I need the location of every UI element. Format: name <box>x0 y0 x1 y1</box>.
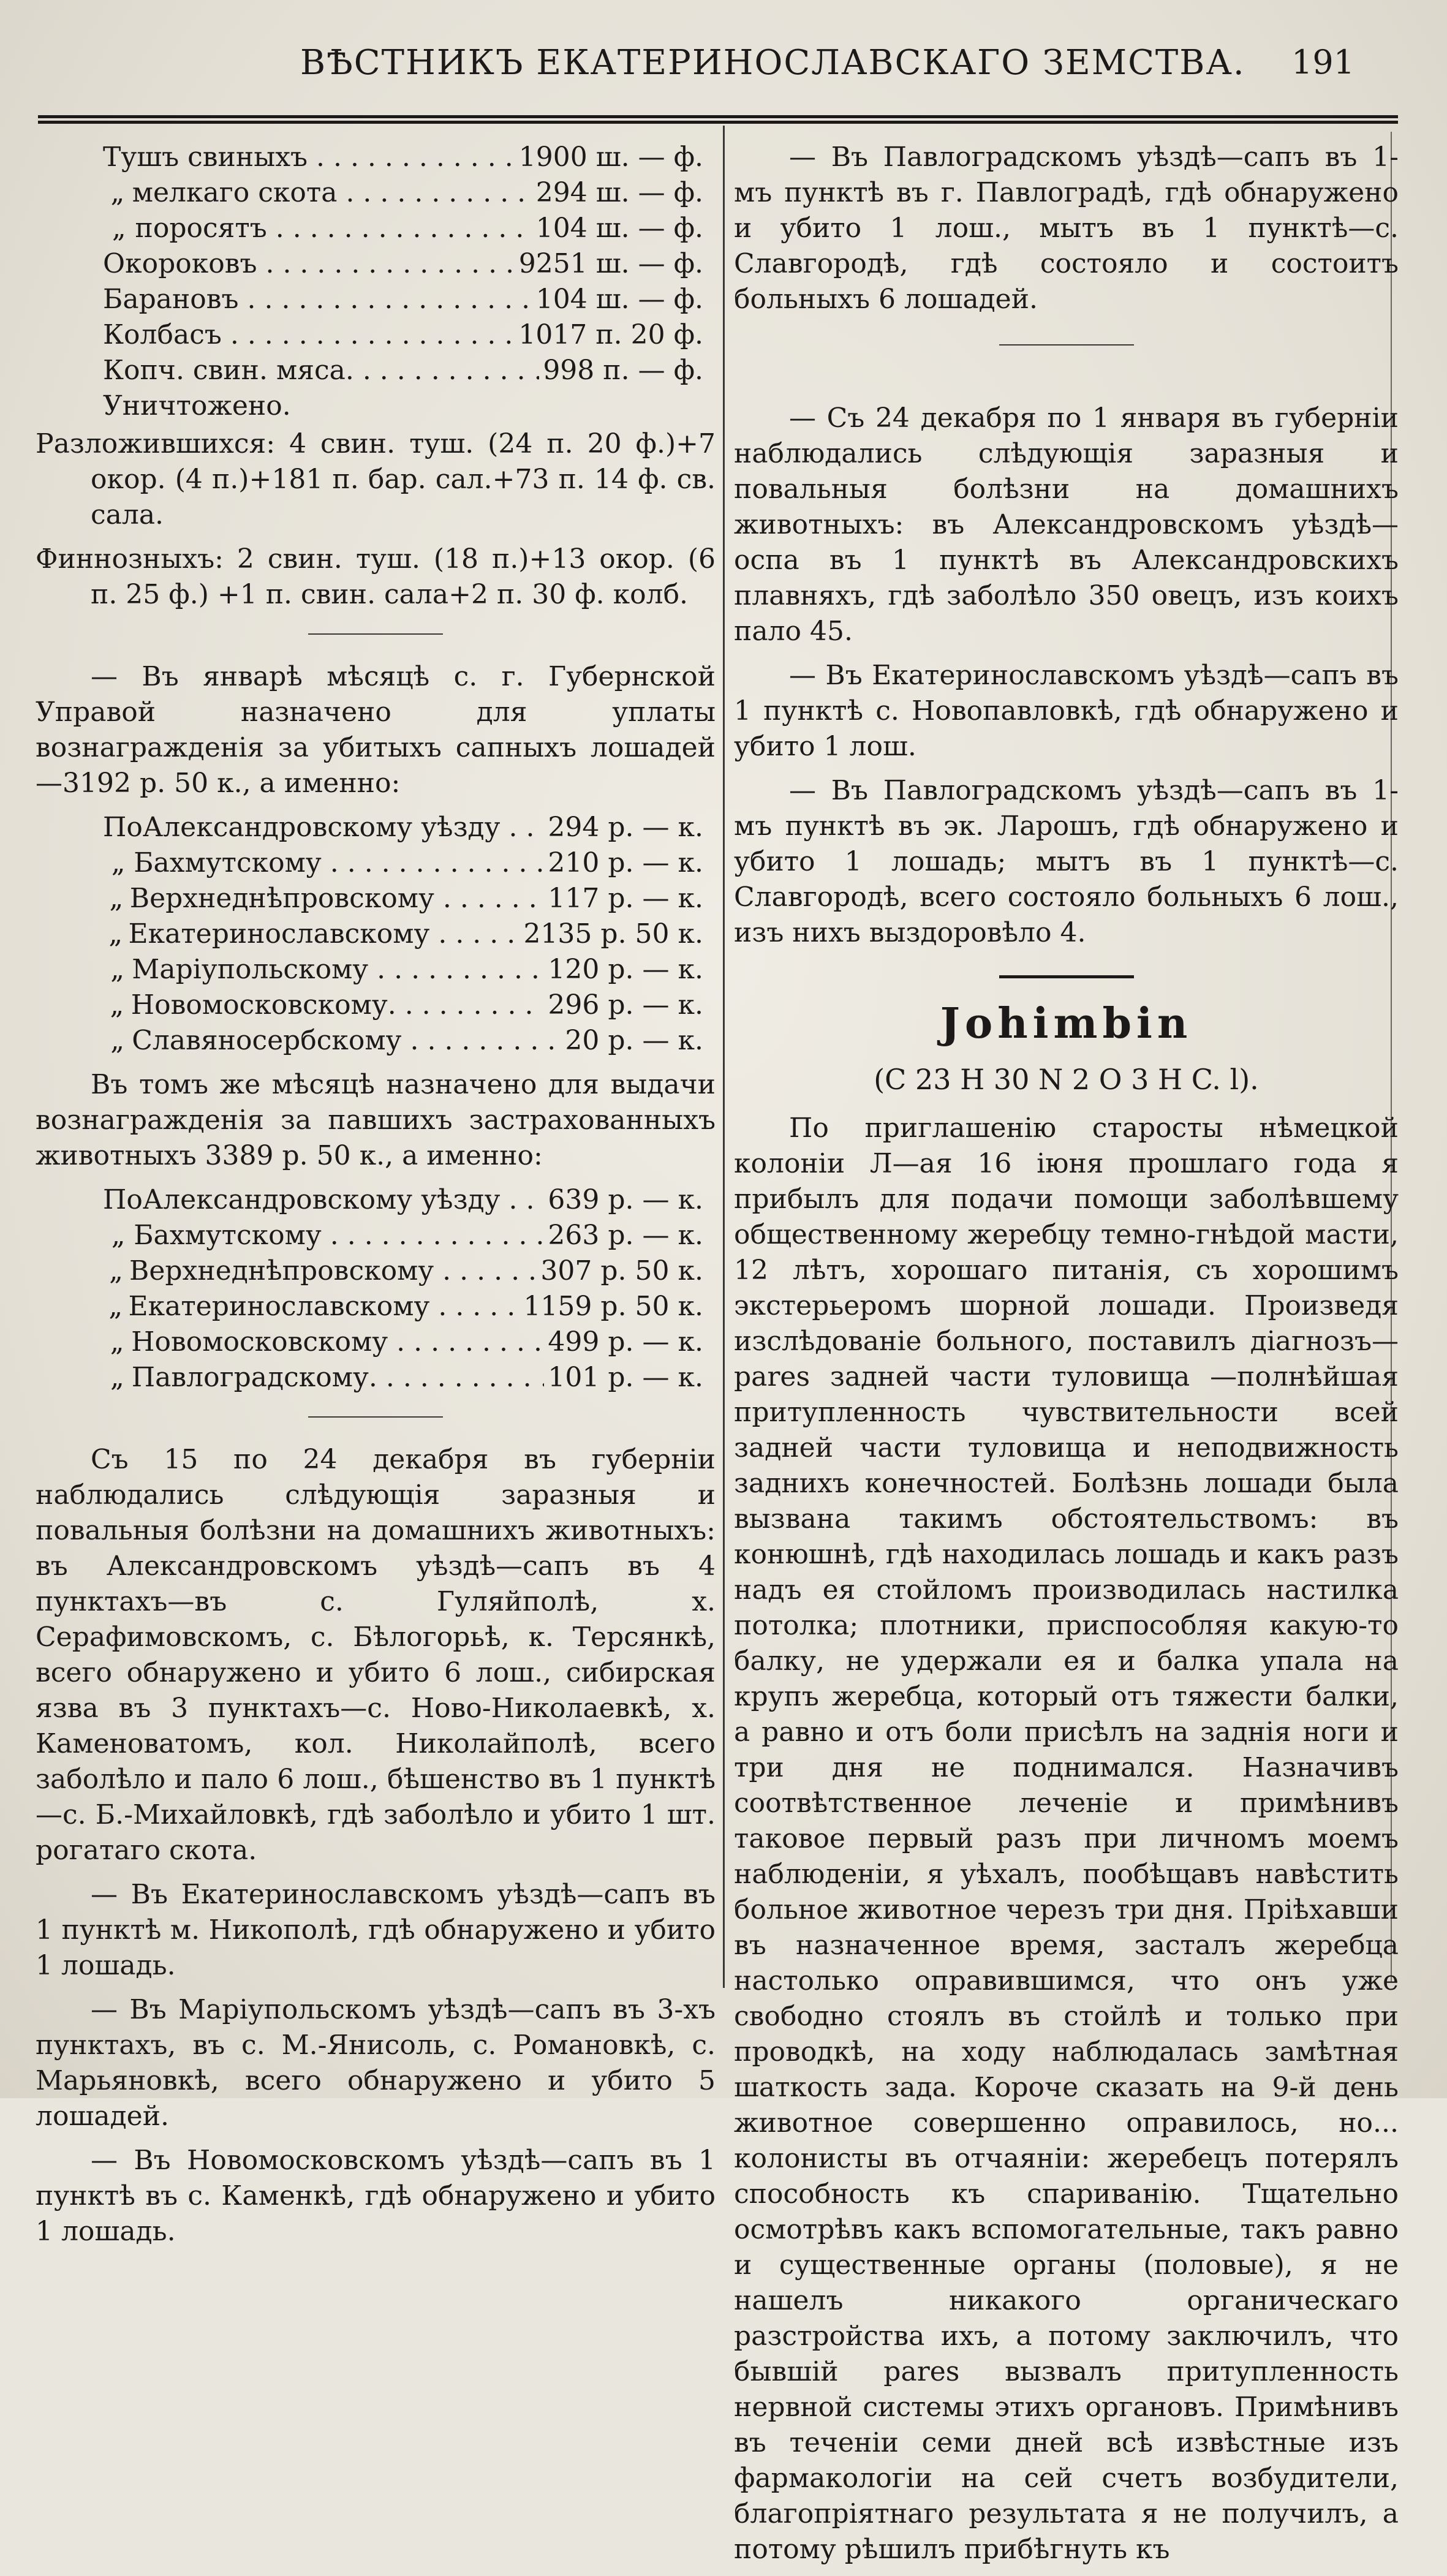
ledger-row <box>103 353 703 388</box>
payment-prefix: „ <box>108 918 123 950</box>
same-month-paragraph: Въ томъ же мѣсяцѣ назначено для выдачи вознагражденія за павшихъ застрахованныхъ животныхъ 3389 р. 50 к., а именно: <box>36 1069 716 1171</box>
payment-prefix: „ <box>111 847 126 878</box>
payment-amount: 499 р. — к. <box>548 1326 703 1358</box>
payment-amount: 1159 р. 50 к. <box>523 1291 703 1322</box>
ledger-row <box>103 140 703 175</box>
article-body: По приглашенію старосты нѣмецкой колоніи Л—ая 16 іюня прошлаго года я прибылъ для подачи помощи заболѣвшему общественному жеребцу темно-гнѣдой масти, 12 лѣтъ, хорошаго питанія, съ хорошимъ экстерьеромъ шорной лошади. Произведя изслѣдованіе больного, поставилъ діагнозъ—pares задней части туловища —полнѣйшая притупленность чувствительности всей задней части туловища и неподвижность заднихъ конечностей. Болѣзнь лошади была вызвана такимъ обстоятельствомъ: въ конюшнѣ, гдѣ находилась лошадь и какъ разъ надъ ея стойломъ производилась настилка потолка; плотники, приспособляя какую-то балку, не удержали ея и балка упала на крупъ жеребца, который отъ тяжести балки, а равно и отъ боли присѣлъ на заднія ноги и три дня не поднимался. Назначивъ соотвѣтственное леченіе и примѣнивъ таковое первый разъ при личномъ моемъ наблюденіи, я уѣхалъ, пообѣщавъ навѣстить больное животное черезъ три дня. Пріѣхавши въ назначенное время, засталъ жеребца настолько оправившимся, что онъ уже свободно стоялъ въ стойлѣ и только при проводкѣ, на ходу наблюдалась замѣтная шаткость зада. Короче сказать на 9-й день животное совершенно оправилось, но... колонисты въ отчаяніи: жеребецъ потерялъ способность къ спариванію. Тщательно осмотрѣвъ какъ вспомогательные, такъ равно и существенные органы (половые), я не нашелъ никакого органическаго разстройства ихъ, а потому заключилъ, что бывшій pares вызвалъ притупленность нервной системы этихъ органовъ. Примѣнивъ въ теченіи семи дней всѣ извѣстные изъ фармакологіи на сей счетъ возбудители, благопріятнаго результата я не получилъ, а потому рѣшилъ прибѣгнуть къ <box>734 1112 1399 2565</box>
ledger-item: Окороковъ . . . <box>103 246 515 282</box>
payment-amount: 639 р. — к. <box>548 1184 703 1215</box>
ledger-item: мелкаго скота . . . <box>132 175 532 211</box>
payment-row <box>103 1324 703 1360</box>
payment-district: Новомосковскому . . . <box>131 1324 544 1360</box>
payment-row <box>103 916 703 952</box>
ledger-qty: 998 п. — ф. <box>543 355 703 386</box>
pavlograd-paragraph: — Въ Павлоградскомъ уѣздѣ—сапъ въ 1-мъ пунктѣ въ г. Павлоградѣ, гдѣ обнаружено и убито 1 лош., мытъ въ 1 пунктѣ—с. Славгородѣ, гдѣ состояло и состоитъ больныхъ 6 лошадей. <box>734 142 1399 315</box>
ledger-item: Колбасъ . . . <box>103 317 515 353</box>
payment-prefix: По <box>103 1184 143 1215</box>
payment-district: Екатеринославскому . . . <box>128 1289 519 1324</box>
payment-row <box>103 952 703 988</box>
ekaterinoslav-paragraph-2: — Въ Екатеринославскомъ уѣздѣ—сапъ въ 1 пунктѣ с. Новопавловкѣ, гдѣ обнаружено и убито 1 лош. <box>734 660 1399 762</box>
payment-prefix: „ <box>110 1362 124 1393</box>
header-rule <box>38 115 1398 124</box>
left-column <box>36 140 716 2258</box>
chemical-formula: (C 23 H 30 N 2 O 3 H C. l). <box>874 1063 1259 1096</box>
journal-title: ВѢСТНИКЪ ЕКАТЕРИНОСЛАВСКАГО ЗЕМСТВА. <box>300 43 1245 83</box>
page-header <box>0 43 1447 98</box>
january-paragraph: — Въ январѣ мѣсяцѣ с. г. Губернской Управой назначено для уплаты вознагражденія за убитыхъ сапныхъ лошадей—3192 р. 50 к., а именно: <box>36 661 716 799</box>
column-divider <box>723 126 725 1988</box>
right-column <box>734 140 1399 2576</box>
ledger-item: Тушъ свиныхъ . . . <box>103 140 515 175</box>
payment-district: Бахмутскому . . . <box>134 845 544 881</box>
pavlograd-paragraph-2: — Въ Павлоградскомъ уѣздѣ—сапъ въ 1-мъ пунктѣ въ эк. Ларошъ, гдѣ обнаружено и убито 1 лошадь; мытъ въ 1 пунктѣ—с. Славгородѣ, всего состояло больныхъ 6 лош., изъ нихъ выздоровѣло 4. <box>734 775 1399 948</box>
decomposed-note: Разложившихся: 4 свин. туш. (24 п. 20 ф.)+7 окор. (4 п.)+181 п. бар. сал.+73 п. 14 ф. св. сала. <box>36 428 716 531</box>
payment-row <box>103 845 703 881</box>
payment-amount: 101 р. — к. <box>548 1362 703 1393</box>
payment-prefix: По <box>103 812 143 843</box>
payment-prefix: „ <box>110 989 124 1021</box>
payment-district: Бахмутскому . . . <box>134 1218 544 1253</box>
payment-district: Александровскому уѣзду . . . <box>143 810 545 845</box>
novomoskovsk-paragraph: — Въ Новомосковскомъ уѣздѣ—сапъ въ 1 пунктѣ въ с. Каменкѣ, гдѣ обнаружено и убито 1 лошадь. <box>36 2145 716 2247</box>
payments-list-1 <box>36 810 716 1059</box>
meat-ledger <box>36 140 716 424</box>
payment-prefix: „ <box>109 883 124 914</box>
payment-district: Александровскому уѣзду . . . <box>143 1182 545 1218</box>
payment-prefix: „ <box>110 1025 125 1056</box>
payment-district: Екатеринославскому . . . <box>128 916 519 952</box>
payment-row <box>103 1360 703 1396</box>
payment-district: Славяносербскому . . . <box>132 1023 561 1059</box>
payment-amount: 210 р. — к. <box>548 847 703 878</box>
ledger-item: поросятъ . . . <box>135 211 532 246</box>
ledger-row <box>103 246 703 282</box>
dec24-paragraph: — Съ 24 декабря по 1 января въ губерніи наблюдались слѣдующія заразныя и повальныя болѣзни на домашнихъ животныхъ: въ Александровскомъ уѣздѣ—оспа въ 1 пунктѣ въ Александровскихъ плавняхъ, гдѣ заболѣло 350 овецъ, изъ коихъ пало 45. <box>734 402 1399 647</box>
ledger-qty: 104 ш. — ф. <box>535 213 703 244</box>
payment-prefix: „ <box>108 1291 123 1322</box>
ledger-row <box>103 175 703 211</box>
payment-row <box>103 1289 703 1324</box>
ledger-item: Копч. свин. мяса. . . . <box>103 353 539 388</box>
section-divider <box>999 344 1134 346</box>
page-number: 191 <box>1291 43 1355 81</box>
section-divider <box>308 1416 443 1418</box>
ledger-qty: 1900 ш. — ф. <box>518 142 703 173</box>
ditto-mark: „ <box>110 177 125 208</box>
payment-district: Верхнеднѣпровскому . . . <box>130 881 545 916</box>
article-divider <box>999 975 1134 978</box>
ekaterinoslav-paragraph: — Въ Екатеринославскомъ уѣздѣ—сапъ въ 1 пунктѣ м. Никополѣ, гдѣ обнаружено и убито 1 лошадь. <box>36 1879 716 1981</box>
payment-amount: 294 р. — к. <box>548 812 703 843</box>
payment-amount: 117 р. — к. <box>548 883 703 914</box>
article-title: Johimbin <box>940 999 1193 1048</box>
payment-row <box>103 1182 703 1218</box>
payment-prefix: „ <box>110 1326 124 1358</box>
payment-district: Маріупольскому . . . <box>132 952 544 988</box>
payment-amount: 120 р. — к. <box>548 954 703 985</box>
finnozny-note: Финнозныхъ: 2 свин. туш. (18 п.)+13 окор. (6 п. 25 ф.) +1 п. свин. сала+2 п. 30 ф. колб. <box>36 543 716 610</box>
payment-prefix: „ <box>109 1255 123 1286</box>
payment-prefix: „ <box>111 1220 126 1251</box>
payment-amount: 263 р. — к. <box>548 1220 703 1251</box>
payment-row <box>103 1218 703 1253</box>
ledger-row <box>103 282 703 317</box>
payment-row <box>103 1023 703 1059</box>
ditto-mark: „ <box>111 213 126 244</box>
payment-district: Верхнеднѣпровскому . . . <box>129 1253 537 1289</box>
section-divider <box>308 633 443 635</box>
ledger-qty: 104 ш. — ф. <box>535 284 703 315</box>
ledger-row <box>103 317 703 353</box>
ledger-qty: 9251 ш. — ф. <box>518 248 703 279</box>
payment-district: Павлоградскому. . . . <box>132 1360 545 1396</box>
mariupol-paragraph: — Въ Маріупольскомъ уѣздѣ—сапъ въ 3-хъ пунктахъ, въ с. М.-Янисоль, с. Романовкѣ, с. Марьяновкѣ, всего обнаружено и убито 5 лошадей. <box>36 1994 716 2132</box>
december-paragraph: Съ 15 по 24 декабря въ губерніи наблюдались слѣдующія заразныя и повальныя болѣзни на домашнихъ животныхъ: въ Александровскомъ уѣздѣ—сапъ въ 4 пунктахъ—въ с. Гуляйполѣ, х. Серафимовскомъ, с. Бѣлогорьѣ, к. Терсянкѣ, всего обнаружено и убито 6 лош., сибирская язва въ 3 пунктахъ—с. Ново-Николаевкѣ, х. Каменоватомъ, кол. Николайполѣ, всего заболѣло и пало 6 лош., бѣшенство въ 1 пунктѣ—с. Б.-Михайловкѣ, гдѣ заболѣло и убито 1 шт. рогатаго скота. <box>36 1444 716 1866</box>
payment-row <box>103 810 703 845</box>
payment-row <box>103 1253 703 1289</box>
payment-row <box>103 881 703 916</box>
destroyed-heading: Уничтожено. <box>103 390 291 421</box>
ledger-qty: 294 ш. — ф. <box>535 177 703 208</box>
payment-amount: 20 р. — к. <box>565 1025 703 1056</box>
payment-amount: 307 р. 50 к. <box>540 1255 703 1286</box>
payment-district: Новомосковскому. . . . <box>131 988 545 1023</box>
ledger-item: Барановъ . . . <box>103 282 532 317</box>
ledger-qty: 1017 п. 20 ф. <box>518 319 703 350</box>
ledger-row <box>103 211 703 246</box>
payment-amount: 296 р. — к. <box>548 989 703 1021</box>
payment-prefix: „ <box>110 954 125 985</box>
payments-list-2 <box>36 1182 716 1396</box>
payment-amount: 2135 р. 50 к. <box>523 918 703 950</box>
payment-row <box>103 988 703 1023</box>
